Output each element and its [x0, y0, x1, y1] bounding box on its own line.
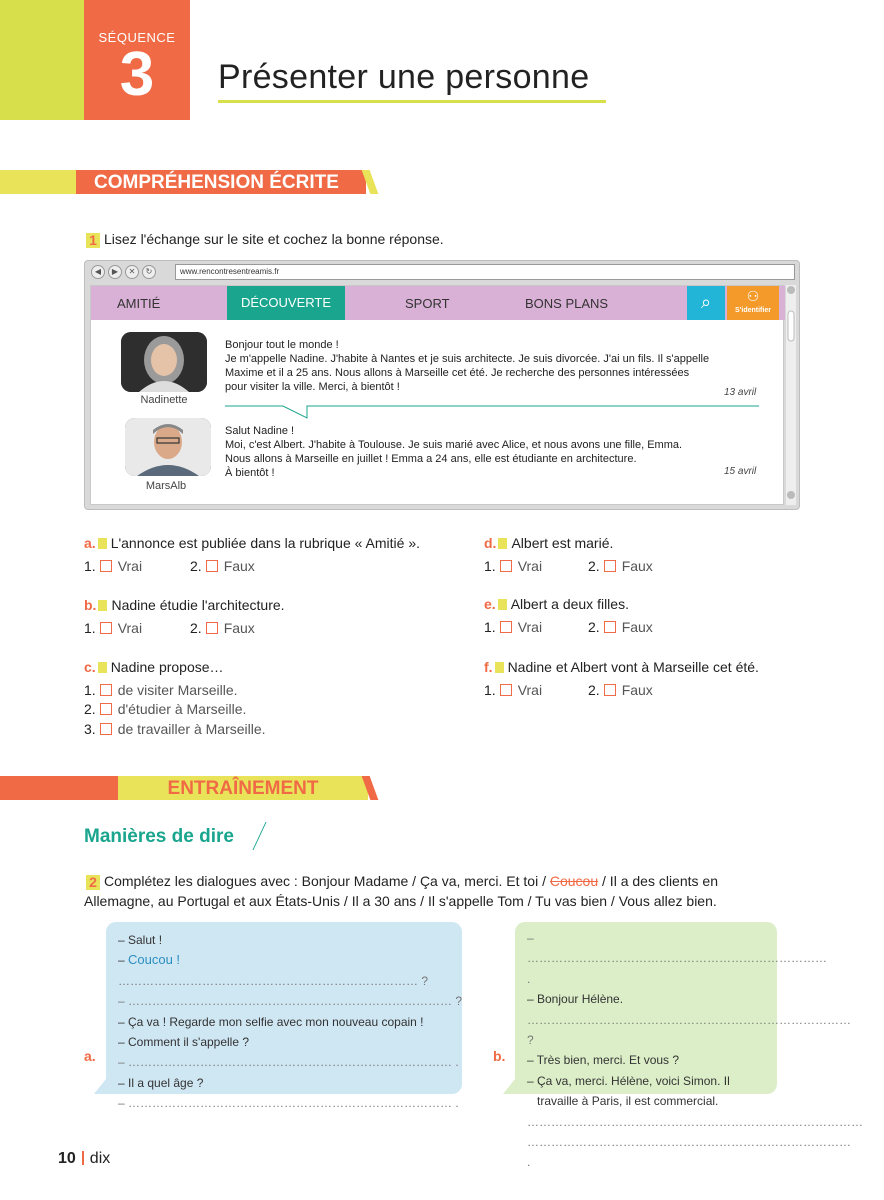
- exercise-1-instruction: [86, 231, 444, 248]
- search-icon[interactable]: ⌕: [687, 286, 725, 320]
- footer-separator: [82, 1151, 84, 1165]
- checkbox[interactable]: [500, 621, 512, 633]
- menu-item-amitie[interactable]: AMITIÉ: [117, 296, 161, 311]
- avatar-marsalb: [125, 418, 211, 476]
- menu-item-decouverte[interactable]: DÉCOUVERTE: [227, 286, 345, 320]
- checkbox[interactable]: [100, 723, 112, 735]
- sequence-badge: [84, 0, 190, 120]
- question-b-option-1[interactable]: [84, 620, 142, 636]
- option-number: 2.: [190, 620, 202, 636]
- dialogue-line: – Bonjour Hélène.: [527, 992, 624, 1007]
- dialogue-line: – Comment il s'appelle ?: [118, 1035, 250, 1050]
- option-number: 1.: [84, 682, 96, 698]
- dialogue-b-letter: b.: [493, 1048, 506, 1064]
- post-separator: [225, 400, 761, 420]
- question-letter: d.: [484, 535, 497, 551]
- answer-blank[interactable]: – ……………………………………………………………………… ?: [118, 994, 463, 1009]
- question-e-option-2[interactable]: [588, 619, 653, 635]
- question-d-option-2[interactable]: [588, 558, 653, 574]
- forward-icon[interactable]: ▶: [108, 265, 122, 279]
- section-banner-left: [0, 170, 76, 194]
- post-2-message: [225, 424, 682, 480]
- question-c-option-3[interactable]: [84, 721, 266, 737]
- exercise-number: 2: [86, 875, 100, 890]
- refresh-icon[interactable]: ↻: [142, 265, 156, 279]
- question-b-option-2[interactable]: [190, 620, 255, 636]
- option-text: Vrai: [117, 558, 143, 574]
- question-marker: [98, 600, 107, 611]
- checkbox[interactable]: [100, 622, 112, 634]
- option-text: Vrai: [517, 619, 543, 635]
- page-title: Présenter une personne: [218, 58, 590, 96]
- instruction-text: Lisez l'échange sur le site et cochez la bonne réponse.: [104, 231, 444, 247]
- login-button[interactable]: [727, 286, 779, 320]
- question-f: [484, 659, 759, 675]
- checkbox[interactable]: [100, 684, 112, 696]
- question-f-option-2[interactable]: [588, 682, 653, 698]
- instruction-text: Complétez les dialogues avec : Bonjour Madame / Ça va, merci. Et toi /: [104, 873, 550, 889]
- question-text: Nadine et Albert vont à Marseille cet été.: [507, 659, 759, 675]
- dialogue-line: – Salut !: [118, 933, 163, 947]
- answer-blank[interactable]: ………………………………………………………………… ?: [118, 973, 429, 988]
- exercise-2-instruction-line-2: Allemagne, au Portugal et aux États-Unis / Il a 30 ans / Il s'appelle Tom / Tu vas bien / Vous allez bien.: [84, 893, 717, 909]
- post-1-line: Je m'appelle Nadine. J'habite à Nantes et je suis architecte. Je suis divorcée. J'ai un fils. Il s'appelle: [225, 353, 710, 365]
- instruction-text: / Il a des clients en: [598, 873, 718, 889]
- option-text: Faux: [621, 558, 653, 574]
- option-number: 1.: [84, 620, 96, 636]
- question-text: Albert a deux filles.: [510, 596, 629, 612]
- dialogue-a-box: [106, 922, 463, 1111]
- option-number: 1.: [484, 619, 496, 635]
- question-a-option-2[interactable]: [190, 558, 255, 574]
- question-text: L'annonce est publiée dans la rubrique « Amitié ».: [110, 535, 421, 551]
- option-text: de visiter Marseille.: [117, 682, 238, 698]
- option-text: de travailler à Marseille.: [117, 721, 266, 737]
- checkbox[interactable]: [604, 560, 616, 572]
- dialogue-line: [118, 950, 462, 991]
- avatar-nadinette: [121, 332, 207, 392]
- checkbox[interactable]: [206, 622, 218, 634]
- question-c: [84, 659, 224, 675]
- option-number: 1.: [484, 682, 496, 698]
- answer-blank[interactable]: ……………………………………………………………………… ?: [527, 1012, 851, 1048]
- browser-window: [84, 260, 800, 510]
- subsection-slash: [233, 822, 266, 850]
- url-bar[interactable]: www.rencontresentreamis.fr: [175, 264, 795, 280]
- post-1-line: Maxime et il a 25 ans. Nous allons à Marseille cet été. Je recherche des personnes intéressées: [225, 367, 690, 379]
- question-marker: [98, 662, 107, 673]
- checkbox[interactable]: [100, 560, 112, 572]
- answer-blank[interactable]: – ……………………………………………………………………… .: [118, 1096, 459, 1111]
- sequence-label: SÉQUENCE: [98, 30, 176, 45]
- post-2-date: 15 avril: [724, 466, 757, 477]
- option-number: 3.: [84, 721, 96, 737]
- question-letter: b.: [84, 597, 97, 613]
- question-marker: [495, 662, 504, 673]
- exercise-2-instruction-line-1: [86, 873, 718, 890]
- option-text: d'étudier à Marseille.: [117, 701, 247, 717]
- web-page: [90, 285, 784, 505]
- page-word: dix: [89, 1150, 111, 1167]
- header-lime-strip: [0, 0, 84, 120]
- post-1-date: 13 avril: [724, 387, 757, 398]
- struck-word: Coucou: [549, 873, 599, 889]
- question-letter: e.: [484, 596, 496, 612]
- close-icon[interactable]: ✕: [125, 265, 139, 279]
- question-a: [84, 535, 420, 551]
- answer-blank[interactable]: …………………………………………………………………………: [527, 1114, 863, 1129]
- section-title-entrainement: ENTRAÎNEMENT: [118, 776, 368, 800]
- option-number: 2.: [588, 619, 600, 635]
- dialogue-line: – Ça va ! Regarde mon selfie avec mon nouveau copain !: [118, 1014, 424, 1029]
- option-text: Vrai: [117, 620, 143, 636]
- user-icon: ⚇: [746, 288, 760, 304]
- dialogue-line: travaille à Paris, il est commercial.: [537, 1094, 719, 1109]
- option-text: Vrai: [517, 558, 543, 574]
- option-number: 2.: [84, 701, 96, 717]
- question-text: Nadine propose…: [110, 659, 224, 675]
- title-underline: [218, 100, 606, 103]
- question-a-option-1[interactable]: [84, 558, 142, 574]
- username-marsalb: MarsAlb: [145, 480, 187, 492]
- dialogue-a-letter: a.: [84, 1048, 96, 1064]
- username-nadinette: Nadinette: [140, 394, 188, 406]
- question-letter: c.: [84, 659, 96, 675]
- sequence-number: 3: [119, 40, 155, 109]
- answer-blank[interactable]: – ………………………………………………………………… .: [527, 931, 827, 986]
- checkbox[interactable]: [604, 684, 616, 696]
- question-c-option-2[interactable]: [84, 701, 246, 717]
- menu-item-bons-plans[interactable]: BONS PLANS: [525, 296, 609, 311]
- option-number: 1.: [484, 558, 496, 574]
- question-marker: [98, 538, 107, 549]
- dialogue-line: – Ça va, merci. Hélène, voici Simon. Il: [527, 1073, 730, 1088]
- login-label: S'identifier: [735, 307, 771, 314]
- question-b: [84, 597, 285, 613]
- post-2-line: À bientôt !: [225, 467, 275, 479]
- dialogue-line: – Très bien, merci. Et vous ?: [527, 1053, 680, 1068]
- post-1-message: [225, 338, 709, 394]
- menu-item-sport[interactable]: SPORT: [405, 296, 450, 311]
- option-number: 1.: [84, 558, 96, 574]
- option-text: Faux: [223, 620, 255, 636]
- option-number: 2.: [588, 558, 600, 574]
- question-e: [484, 596, 629, 612]
- exercise-number: 1: [86, 233, 100, 248]
- checkbox[interactable]: [500, 684, 512, 696]
- checkbox[interactable]: [604, 621, 616, 633]
- section-banner-left: [0, 776, 118, 800]
- site-menu: [91, 286, 785, 320]
- option-text: Faux: [621, 619, 653, 635]
- answer-blank[interactable]: – ……………………………………………………………………… .: [118, 1055, 459, 1070]
- post-2-line: Moi, c'est Albert. J'habite à Toulouse. Je suis marié avec Alice, et nous avons une fille, Emma.: [225, 439, 683, 451]
- back-icon[interactable]: ◀: [91, 265, 105, 279]
- question-text: Nadine étudie l'architecture.: [111, 597, 285, 613]
- post-1-line: pour visiter la ville. Merci, à bientôt !: [225, 381, 400, 393]
- question-marker: [498, 538, 507, 549]
- question-d-option-1[interactable]: [484, 558, 542, 574]
- question-letter: a.: [84, 535, 96, 551]
- option-text: Faux: [621, 682, 653, 698]
- checkbox[interactable]: [500, 560, 512, 572]
- dialogue-b-box: [515, 922, 863, 1170]
- page-scrollbar[interactable]: [786, 285, 796, 505]
- question-c-option-1[interactable]: [84, 682, 238, 698]
- subsection-title: Manières de dire: [84, 826, 234, 847]
- option-text: Vrai: [517, 682, 543, 698]
- checkbox[interactable]: [206, 560, 218, 572]
- sample-answer: Coucou !: [128, 952, 181, 968]
- question-letter: f.: [484, 659, 493, 675]
- question-marker: [498, 599, 507, 610]
- checkbox[interactable]: [100, 703, 112, 715]
- dialogue-line: – Il a quel âge ?: [118, 1075, 204, 1090]
- question-e-option-1[interactable]: [484, 619, 542, 635]
- option-number: 2.: [588, 682, 600, 698]
- option-number: 2.: [190, 558, 202, 574]
- page-number: 10: [58, 1150, 76, 1167]
- post-1-line: Bonjour tout le monde !: [225, 339, 339, 351]
- question-d: [484, 535, 613, 551]
- post-2-line: Nous allons à Marseille en juillet ! Emma a 24 ans, elle est étudiante en architecture.: [225, 453, 637, 465]
- browser-toolbar: [89, 264, 795, 282]
- option-text: Faux: [223, 558, 255, 574]
- question-text: Albert est marié.: [511, 535, 614, 551]
- question-f-option-1[interactable]: [484, 682, 542, 698]
- page-footer: [58, 1150, 110, 1168]
- answer-blank[interactable]: ……………………………………………………………………… .: [527, 1135, 851, 1170]
- post-2-line: Salut Nadine !: [225, 425, 295, 437]
- dash: –: [118, 953, 129, 968]
- section-title-comprehension: COMPRÉHENSION ÉCRITE: [76, 170, 366, 194]
